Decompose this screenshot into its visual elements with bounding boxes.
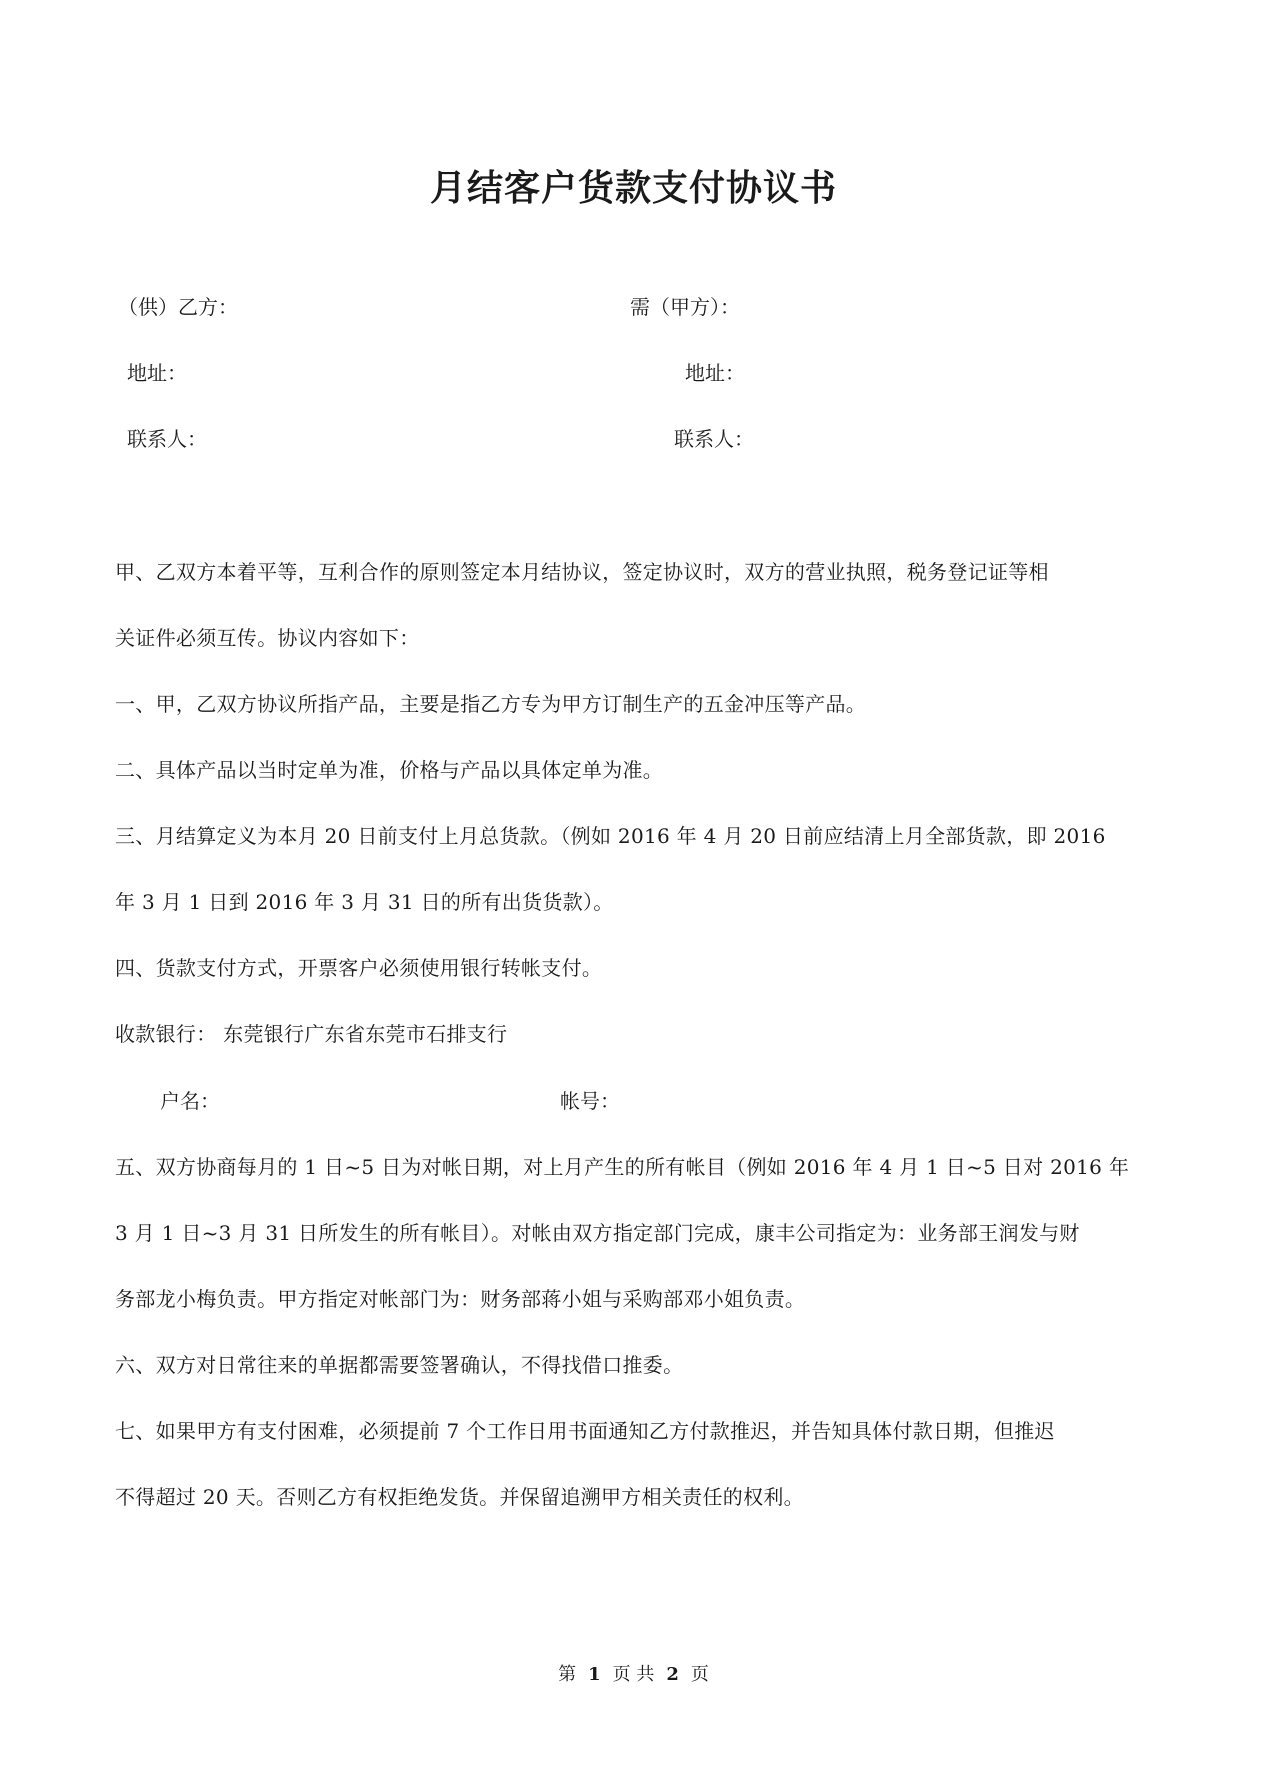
page-suffix: 页	[690, 1664, 709, 1685]
clause-6: 六、双方对日常往来的单据都需要签署确认，不得找借口推委。	[115, 1353, 684, 1377]
clause-5: 五、双方协商每月的 1 日~5 日为对帐日期，对上月产生的所有帐目（例如 2016 年 4 月 1 日~5 日对 2016 年	[115, 1155, 1130, 1179]
buyer-address-label: 地址：	[685, 361, 745, 385]
buyer-label: 需（甲方）：	[630, 295, 740, 319]
total-pages-number: 2	[666, 1664, 679, 1685]
clause-3: 三、月结算定义为本月 20 日前支付上月总货款。（例如 2016 年 4 月 20 日前应结清上月全部货款，即 2016	[115, 824, 1106, 848]
supplier-contact-label: 联系人：	[127, 427, 207, 451]
body-line: 甲、乙双方本着平等，互利合作的原则签定本月结协议，签定协议时，双方的营业执照，税务登记证等相	[115, 560, 1049, 584]
clause-3-continued: 年 3 月 1 日到 2016 年 3 月 31 日的所有出货货款）。	[115, 890, 614, 914]
supplier-address-label: 地址：	[127, 361, 187, 385]
account-number-label: 帐号：	[560, 1089, 620, 1113]
clause-1: 一、甲，乙双方协议所指产品，主要是指乙方专为甲方订制生产的五金冲压等产品。	[115, 692, 867, 716]
clause-7: 七、如果甲方有支付困难，必须提前 7 个工作日用书面通知乙方付款推迟，并告知具体付款日期，但推迟	[115, 1419, 1055, 1443]
page-footer	[0, 1660, 1267, 1686]
supplier-label: （供）乙方：	[118, 295, 238, 319]
current-page-number: 1	[588, 1664, 601, 1685]
page-prefix: 第	[558, 1664, 577, 1685]
page-mid: 页 共	[612, 1664, 655, 1685]
clause-5-continued: 务部龙小梅负责。甲方指定对帐部门为：财务部蒋小姐与采购部邓小姐负责。	[115, 1287, 806, 1311]
document-title: 月结客户货款支付协议书	[429, 168, 837, 209]
body-line: 关证件必须互传。协议内容如下：	[115, 626, 420, 650]
buyer-contact-label: 联系人：	[674, 427, 754, 451]
clause-2: 二、具体产品以当时定单为准，价格与产品以具体定单为准。	[115, 758, 664, 782]
account-name-label: 户名：	[160, 1089, 220, 1113]
clause-7-continued: 不得超过 20 天。否则乙方有权拒绝发货。并保留追溯甲方相关责任的权利。	[115, 1485, 804, 1509]
clause-5-continued: 3 月 1 日~3 月 31 日所发生的所有帐目）。对帐由双方指定部门完成，康丰公司指定为：业务部王润发与财	[115, 1221, 1080, 1245]
clause-4: 四、货款支付方式，开票客户必须使用银行转帐支付。	[115, 956, 603, 980]
bank-line: 收款银行： 东莞银行广东省东莞市石排支行	[115, 1022, 508, 1046]
